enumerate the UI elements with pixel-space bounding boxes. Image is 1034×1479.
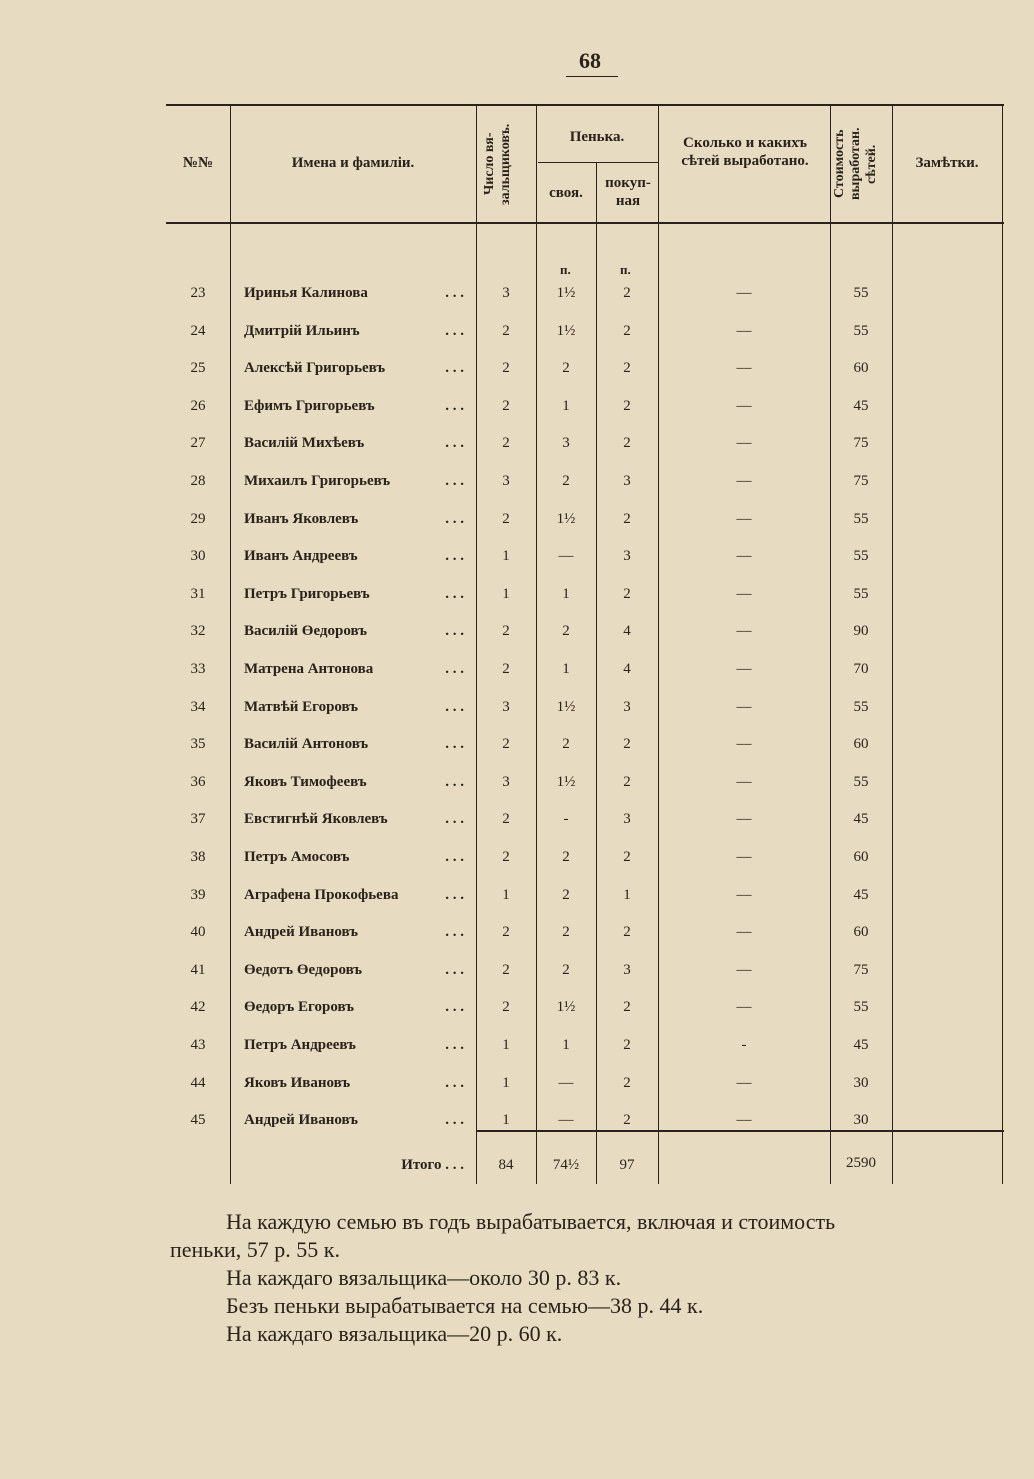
row-nets: — — [736, 849, 752, 865]
col-rule-6 — [830, 104, 831, 1184]
row-knitters: 1 — [502, 586, 510, 602]
footer-line-3: На каждаго вязальщика—около 30 р. 83 к. — [226, 1265, 622, 1290]
row-hemp-bought: 2 — [623, 1037, 631, 1053]
header-hemp: Пенька. — [569, 129, 625, 145]
row-name-text: Ефимъ Григорьевъ — [244, 398, 375, 414]
footer-text — [170, 1208, 1020, 1348]
row-knitters: 2 — [502, 360, 510, 376]
row-knitters: 2 — [502, 323, 510, 339]
row-name-text: Иринья Калинова — [244, 285, 368, 301]
row-num: 36 — [190, 774, 206, 790]
row-num: 43 — [190, 1037, 206, 1053]
row-name — [244, 658, 464, 680]
row-hemp-own: - — [563, 811, 569, 827]
footer-line-4: Безъ пеньки вырабатывается на семью—38 р. 44 к. — [226, 1293, 704, 1318]
row-knitters: 2 — [502, 924, 510, 940]
row-hemp-own: 2 — [562, 887, 570, 903]
row-hemp-bought: 4 — [623, 623, 631, 639]
row-name-text: Өедотъ Өедоровъ — [244, 962, 363, 978]
row-cost: 60 — [853, 360, 869, 376]
row-knitters: 2 — [502, 962, 510, 978]
row-name — [244, 846, 464, 868]
row-hemp-bought: 4 — [623, 661, 631, 677]
row-knitters: 2 — [502, 398, 510, 414]
row-cost: 75 — [853, 435, 869, 451]
row-name-text: Матвѣй Егоровъ — [244, 699, 359, 715]
row-knitters: 3 — [502, 285, 510, 301]
footer-line-5: На каждаго вязальщика—20 р. 60 к. — [226, 1321, 563, 1346]
row-nets: — — [736, 999, 752, 1015]
row-name-text: Михаилъ Григорьевъ — [244, 473, 391, 489]
row-name-text: Петръ Андреевъ — [244, 1037, 356, 1053]
total-label: Итого . . . — [401, 1157, 464, 1173]
row-num: 39 — [190, 887, 206, 903]
row-hemp-own: 2 — [562, 473, 570, 489]
row-name-leader: . . . — [445, 435, 464, 451]
row-knitters: 2 — [502, 811, 510, 827]
row-hemp-bought: 2 — [623, 586, 631, 602]
row-name-leader: . . . — [445, 360, 464, 376]
row-num: 40 — [190, 924, 206, 940]
row-hemp-bought: 2 — [623, 435, 631, 451]
row-hemp-own: 1½ — [556, 511, 576, 527]
row-cost: 30 — [853, 1112, 869, 1128]
row-name — [244, 282, 464, 304]
row-name-leader: . . . — [445, 811, 464, 827]
footer-line-1: На каждую семью въ годъ вырабатывается, включая и стоимость — [226, 1209, 836, 1234]
row-name-leader: . . . — [445, 1037, 464, 1053]
row-num: 28 — [190, 473, 206, 489]
row-cost: 75 — [853, 473, 869, 489]
total-knitters: 84 — [498, 1157, 514, 1173]
row-name-leader: . . . — [445, 548, 464, 564]
row-name-leader: . . . — [445, 924, 464, 940]
row-hemp-own: 1½ — [556, 774, 576, 790]
row-num: 29 — [190, 511, 206, 527]
row-knitters: 3 — [502, 774, 510, 790]
row-name-text: Евстигнѣй Яковлевъ — [244, 811, 388, 827]
page-number-underline — [566, 76, 618, 77]
row-name-text: Дмитрій Ильинъ — [244, 323, 360, 339]
row-nets: — — [736, 1075, 752, 1091]
row-cost: 55 — [853, 586, 869, 602]
table-top-rule — [166, 104, 1004, 106]
row-cost: 75 — [853, 962, 869, 978]
row-hemp-own: — — [558, 548, 574, 564]
row-nets: — — [736, 1112, 752, 1128]
col-rule-7 — [892, 104, 893, 1184]
row-name-text: Иванъ Яковлевъ — [244, 511, 359, 527]
row-hemp-bought: 2 — [623, 1075, 631, 1091]
row-hemp-own: 1 — [562, 586, 570, 602]
row-name — [244, 357, 464, 379]
row-name-leader: . . . — [445, 699, 464, 715]
row-cost: 60 — [853, 736, 869, 752]
row-num: 24 — [190, 323, 206, 339]
row-num: 34 — [190, 699, 206, 715]
row-cost: 55 — [853, 511, 869, 527]
row-name — [244, 1109, 464, 1131]
row-hemp-own: 2 — [562, 924, 570, 940]
footer-line-2: пеньки, 57 р. 55 к. — [170, 1237, 340, 1262]
row-hemp-bought: 3 — [623, 962, 631, 978]
row-knitters: 1 — [502, 1037, 510, 1053]
row-knitters: 1 — [502, 1112, 510, 1128]
row-num: 44 — [190, 1075, 206, 1091]
row-hemp-bought: 2 — [623, 360, 631, 376]
row-cost: 70 — [853, 661, 869, 677]
row-cost: 55 — [853, 774, 869, 790]
row-name-text: Василій Антоновъ — [244, 736, 369, 752]
row-hemp-bought: 2 — [623, 1112, 631, 1128]
row-cost: 45 — [853, 1037, 869, 1053]
row-hemp-bought: 2 — [623, 323, 631, 339]
row-name — [244, 545, 464, 567]
row-knitters: 2 — [502, 999, 510, 1015]
row-name — [244, 808, 464, 830]
row-hemp-bought: 2 — [623, 285, 631, 301]
row-name-text: Василій Михѣевъ — [244, 435, 365, 451]
row-name — [244, 432, 464, 454]
row-hemp-own: 2 — [562, 962, 570, 978]
col-rule-8 — [1002, 104, 1003, 1184]
header-hemp-own: своя. — [549, 185, 583, 201]
row-name — [244, 921, 464, 943]
row-num: 35 — [190, 736, 206, 752]
total-own: 74½ — [552, 1157, 580, 1173]
row-num: 30 — [190, 548, 206, 564]
row-name-leader: . . . — [445, 586, 464, 602]
row-nets: — — [736, 285, 752, 301]
row-num: 33 — [190, 661, 206, 677]
table-header-rule — [166, 222, 1004, 224]
row-name — [244, 771, 464, 793]
row-cost: 45 — [853, 398, 869, 414]
row-hemp-own: 1 — [562, 398, 570, 414]
row-knitters: 2 — [502, 661, 510, 677]
row-name-text: Яковъ Ивановъ — [244, 1075, 351, 1091]
row-num: 37 — [190, 811, 206, 827]
row-name-text: Өедоръ Егоровъ — [244, 999, 354, 1015]
row-hemp-bought: 3 — [623, 699, 631, 715]
row-name-text: Андрей Ивановъ — [244, 1112, 358, 1128]
row-hemp-bought: 2 — [623, 924, 631, 940]
row-nets: — — [736, 398, 752, 414]
row-name — [244, 959, 464, 981]
row-hemp-own: 1½ — [556, 285, 576, 301]
row-hemp-own: 2 — [562, 623, 570, 639]
row-name-text: Андрей Ивановъ — [244, 924, 358, 940]
row-hemp-own: 1½ — [556, 323, 576, 339]
row-knitters: 3 — [502, 699, 510, 715]
row-name-leader: . . . — [445, 661, 464, 677]
row-name — [244, 1034, 464, 1056]
row-name-leader: . . . — [445, 473, 464, 489]
row-name-text: Матрена Антонова — [244, 661, 374, 677]
row-cost: 55 — [853, 548, 869, 564]
row-hemp-own: 1 — [562, 1037, 570, 1053]
row-hemp-bought: 2 — [623, 774, 631, 790]
row-hemp-bought: 2 — [623, 999, 631, 1015]
row-name-text: Иванъ Андреевъ — [244, 548, 358, 564]
row-name — [244, 583, 464, 605]
row-name-text: Петръ Амосовъ — [244, 849, 350, 865]
row-name-text: Аграфена Прокофьева — [244, 887, 399, 903]
row-cost: 55 — [853, 323, 869, 339]
row-hemp-bought: 3 — [623, 811, 631, 827]
row-name-leader: . . . — [445, 623, 464, 639]
row-cost: 90 — [853, 623, 869, 639]
row-hemp-own: — — [558, 1075, 574, 1091]
row-knitters: 3 — [502, 473, 510, 489]
row-hemp-own: 3 — [562, 435, 570, 451]
row-hemp-own: 2 — [562, 849, 570, 865]
row-cost: 55 — [853, 699, 869, 715]
row-knitters: 1 — [502, 548, 510, 564]
row-num: 45 — [190, 1112, 206, 1128]
row-num: 25 — [190, 360, 206, 376]
row-name-text: Василій Өедоровъ — [244, 623, 367, 639]
row-name — [244, 395, 464, 417]
row-hemp-own: 1½ — [556, 699, 576, 715]
row-hemp-bought: 2 — [623, 736, 631, 752]
row-nets: — — [736, 435, 752, 451]
row-nets: — — [736, 887, 752, 903]
row-name-text: Яковъ Тимофеевъ — [244, 774, 367, 790]
col-rule-1 — [230, 104, 231, 1184]
header-notes: Замѣтки. — [915, 155, 979, 171]
header-knitters: Число вя-зальщиковъ. — [482, 123, 514, 205]
hemp-subheader-rule — [538, 162, 658, 163]
row-nets: — — [736, 360, 752, 376]
total-bought: 97 — [619, 1157, 635, 1173]
row-nets: — — [736, 699, 752, 715]
row-knitters: 2 — [502, 736, 510, 752]
row-nets: — — [736, 323, 752, 339]
row-knitters: 2 — [502, 435, 510, 451]
row-hemp-own: 1 — [562, 661, 570, 677]
row-name — [244, 733, 464, 755]
row-hemp-bought: 2 — [623, 398, 631, 414]
row-num: 41 — [190, 962, 206, 978]
row-nets: — — [736, 774, 752, 790]
row-name-leader: . . . — [445, 962, 464, 978]
row-name-text: Петръ Григорьевъ — [244, 586, 370, 602]
row-knitters: 2 — [502, 623, 510, 639]
row-nets: — — [736, 473, 752, 489]
row-hemp-own: 1½ — [556, 999, 576, 1015]
row-num: 23 — [190, 285, 206, 301]
row-name — [244, 996, 464, 1018]
row-hemp-bought: 2 — [623, 849, 631, 865]
row-nets: — — [736, 623, 752, 639]
row-nets: — — [736, 548, 752, 564]
header-num: №№ — [182, 155, 214, 171]
row-hemp-bought: 3 — [623, 473, 631, 489]
row-name-leader: . . . — [445, 398, 464, 414]
row-nets: — — [736, 811, 752, 827]
row-hemp-bought: 1 — [623, 887, 631, 903]
row-nets: - — [741, 1037, 747, 1053]
row-num: 42 — [190, 999, 206, 1015]
row-name-leader: . . . — [445, 1112, 464, 1128]
row-cost: 30 — [853, 1075, 869, 1091]
total-cost: 2590 — [846, 1155, 876, 1171]
row-num: 31 — [190, 586, 206, 602]
row-nets: — — [736, 511, 752, 527]
row-num: 32 — [190, 623, 206, 639]
col-rule-3 — [536, 104, 537, 1184]
row-name-leader: . . . — [445, 774, 464, 790]
row-knitters: 2 — [502, 511, 510, 527]
row-cost: 45 — [853, 887, 869, 903]
row-hemp-own: — — [558, 1112, 574, 1128]
row-name-leader: . . . — [445, 999, 464, 1015]
row-nets: — — [736, 924, 752, 940]
row-knitters: 1 — [502, 1075, 510, 1091]
row-cost: 60 — [853, 849, 869, 865]
row-name-leader: . . . — [445, 285, 464, 301]
row-cost: 60 — [853, 924, 869, 940]
unit-own: п. — [560, 262, 571, 277]
row-name-leader: . . . — [445, 736, 464, 752]
row-num: 27 — [190, 435, 206, 451]
row-name — [244, 508, 464, 530]
unit-bought: п. — [620, 262, 631, 277]
row-nets: — — [736, 661, 752, 677]
row-cost: 45 — [853, 811, 869, 827]
row-name — [244, 1072, 464, 1094]
row-hemp-bought: 2 — [623, 511, 631, 527]
row-cost: 55 — [853, 999, 869, 1015]
row-name — [244, 696, 464, 718]
header-nets: Сколько и какихъ сѣтей выработано. — [681, 135, 809, 169]
row-knitters: 2 — [502, 849, 510, 865]
header-hemp-bought: покуп-ная — [605, 175, 651, 209]
row-name-leader: . . . — [445, 1075, 464, 1091]
row-hemp-own: 2 — [562, 736, 570, 752]
row-nets: — — [736, 962, 752, 978]
row-name-leader: . . . — [445, 323, 464, 339]
row-name — [244, 620, 464, 642]
row-knitters: 1 — [502, 887, 510, 903]
row-name — [244, 884, 464, 906]
col-rule-5 — [658, 104, 659, 1184]
row-name-text: Алексѣй Григорьевъ — [244, 360, 386, 376]
row-name-leader: . . . — [445, 511, 464, 527]
row-nets: — — [736, 736, 752, 752]
row-num: 26 — [190, 398, 206, 414]
header-cost: Стоимость выработан. сѣтей. — [832, 127, 880, 201]
row-hemp-bought: 3 — [623, 548, 631, 564]
row-num: 38 — [190, 849, 206, 865]
row-name — [244, 470, 464, 492]
row-nets: — — [736, 586, 752, 602]
row-name-leader: . . . — [445, 849, 464, 865]
row-hemp-own: 2 — [562, 360, 570, 376]
col-rule-2 — [476, 104, 477, 1184]
row-name — [244, 320, 464, 342]
page-number: 68 — [579, 48, 601, 73]
header-name: Имена и фамиліи. — [291, 155, 415, 171]
row-name-leader: . . . — [445, 887, 464, 903]
row-cost: 55 — [853, 285, 869, 301]
data-table — [166, 104, 1004, 1184]
